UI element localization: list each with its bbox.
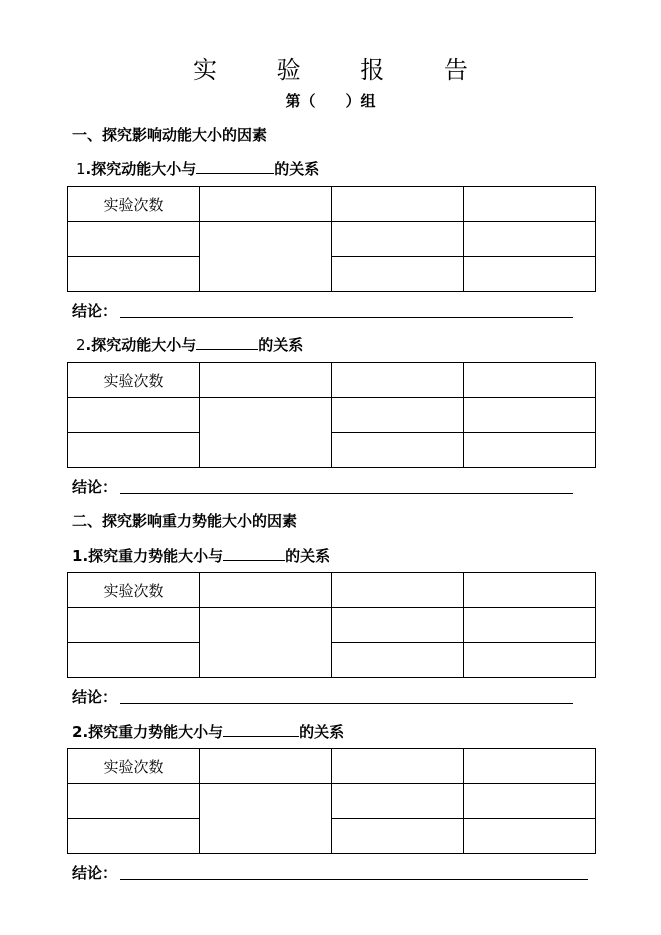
subsection-text-after: 的关系 xyxy=(285,547,331,565)
table-cell[interactable] xyxy=(332,398,464,433)
table-cell-merged[interactable] xyxy=(200,608,332,678)
table-cell[interactable] xyxy=(464,222,596,257)
fill-blank[interactable] xyxy=(223,545,285,561)
table-cell-merged[interactable] xyxy=(200,398,332,468)
table-cell[interactable] xyxy=(200,363,332,398)
table-cell[interactable] xyxy=(68,608,200,643)
table-header-cell: 实验次数 xyxy=(68,363,200,398)
table-cell[interactable] xyxy=(332,363,464,398)
table-cell[interactable] xyxy=(332,749,464,784)
table-cell[interactable] xyxy=(68,222,200,257)
section-heading-2: 二、探究影响重力势能大小的因素 xyxy=(72,512,298,530)
record-table-1-2 xyxy=(67,362,596,468)
table-cell[interactable] xyxy=(464,784,596,819)
subsection-text-after: 的关系 xyxy=(258,336,304,354)
fill-blank[interactable] xyxy=(196,158,274,174)
subsection-number: 1 xyxy=(76,160,86,178)
conclusion-label: 结论： xyxy=(72,864,118,882)
table-cell[interactable] xyxy=(464,608,596,643)
table-cell[interactable] xyxy=(332,608,464,643)
fill-blank[interactable] xyxy=(196,334,258,350)
table-cell[interactable] xyxy=(68,643,200,678)
subsection-text-after: 的关系 xyxy=(274,160,320,178)
record-table-1-1 xyxy=(67,186,596,292)
conclusion-label: 结论： xyxy=(72,688,118,706)
table-cell[interactable] xyxy=(332,573,464,608)
subsection-number: 2 xyxy=(72,723,83,741)
table-cell[interactable] xyxy=(68,257,200,292)
table-cell[interactable] xyxy=(464,187,596,222)
subsection-number: 1 xyxy=(72,547,83,565)
table-cell[interactable] xyxy=(332,187,464,222)
table-cell[interactable] xyxy=(68,433,200,468)
table-cell[interactable] xyxy=(332,222,464,257)
table-cell[interactable] xyxy=(464,643,596,678)
conclusion-line[interactable] xyxy=(120,703,573,704)
conclusion-line[interactable] xyxy=(120,879,588,880)
conclusion-line[interactable] xyxy=(120,317,573,318)
subsection-text-before: .探究动能大小与 xyxy=(85,160,197,178)
subsection-1-2 xyxy=(76,334,303,355)
table-cell[interactable] xyxy=(464,819,596,854)
table-cell[interactable] xyxy=(464,573,596,608)
group-label: 第（ ）组 xyxy=(285,92,376,110)
table-cell-merged[interactable] xyxy=(200,222,332,292)
subsection-text-after: 的关系 xyxy=(299,723,345,741)
table-cell[interactable] xyxy=(68,819,200,854)
table-cell[interactable] xyxy=(332,819,464,854)
table-cell[interactable] xyxy=(332,257,464,292)
table-cell[interactable] xyxy=(464,398,596,433)
page-title: 实 验 报 告 xyxy=(193,56,494,84)
subsection-text-before: .探究动能大小与 xyxy=(85,336,197,354)
table-header-cell: 实验次数 xyxy=(68,573,200,608)
subsection-1-1 xyxy=(76,158,319,179)
conclusion-label: 结论： xyxy=(72,302,118,320)
subsection-text-before: .探究重力势能大小与 xyxy=(82,723,224,741)
table-cell[interactable] xyxy=(464,749,596,784)
record-table-2-2 xyxy=(67,748,596,854)
record-table-2-1 xyxy=(67,572,596,678)
section-heading-1: 一、探究影响动能大小的因素 xyxy=(72,126,268,144)
table-cell[interactable] xyxy=(464,433,596,468)
table-cell[interactable] xyxy=(464,363,596,398)
table-cell[interactable] xyxy=(200,187,332,222)
subsection-text-before: .探究重力势能大小与 xyxy=(82,547,224,565)
table-cell[interactable] xyxy=(464,257,596,292)
table-cell[interactable] xyxy=(68,398,200,433)
fill-blank[interactable] xyxy=(223,721,299,737)
subsection-2-1 xyxy=(72,545,330,566)
table-header-cell: 实验次数 xyxy=(68,749,200,784)
conclusion-line[interactable] xyxy=(120,493,573,494)
table-cell[interactable] xyxy=(200,573,332,608)
table-header-cell: 实验次数 xyxy=(68,187,200,222)
table-cell[interactable] xyxy=(332,784,464,819)
table-cell[interactable] xyxy=(68,784,200,819)
subsection-2-2 xyxy=(72,721,344,742)
subsection-number: 2 xyxy=(76,336,86,354)
table-cell-merged[interactable] xyxy=(200,784,332,854)
table-cell[interactable] xyxy=(200,749,332,784)
table-cell[interactable] xyxy=(332,643,464,678)
table-cell[interactable] xyxy=(332,433,464,468)
conclusion-label: 结论： xyxy=(72,478,118,496)
